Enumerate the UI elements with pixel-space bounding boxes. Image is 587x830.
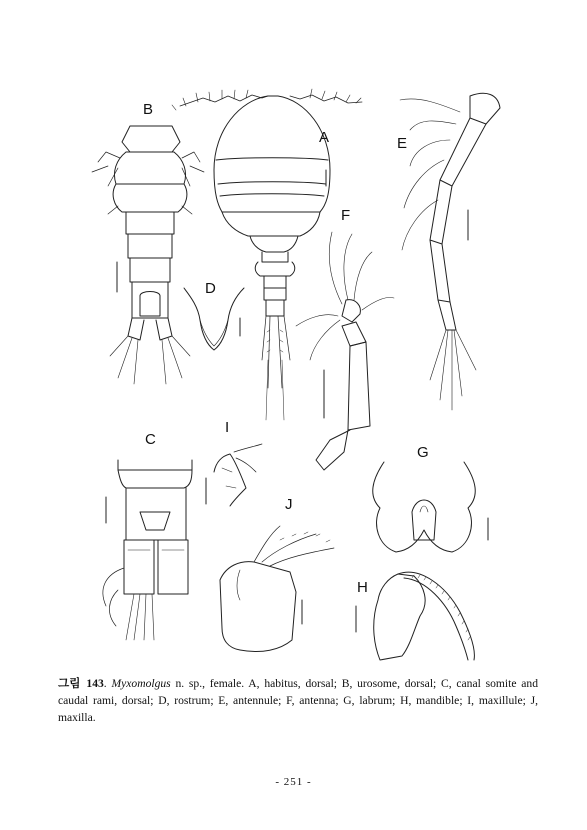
drawing-canal-somite [103,460,192,640]
panel-label-a: A [319,129,330,146]
genus-name: Myxomolgus [111,677,171,690]
panel-label-i: I [225,419,230,436]
figure-number: 143 [86,677,104,690]
drawing-maxillule [214,444,262,506]
drawing-maxilla [220,526,334,652]
panel-label-j: J [285,496,293,513]
caption-lead: 그림 [58,676,81,690]
figure-caption: 그림 143. Myxomolgus n. sp., female. A, habitus, dorsal; B, urosome, dorsal; C, canal somite and caudal rami, dorsal; D, rostrum; E, antennule; F, antenna; G, labrum; H, mandible; I, maxillule; J, maxilla. [58,676,539,724]
drawing-antennule [400,93,500,410]
drawing-mandible [374,572,475,660]
drawing-antenna [296,232,394,470]
panel-label-e: E [397,135,408,152]
panel-label-f: F [341,207,351,224]
panel-label-d: D [205,280,216,297]
panel-label-h: H [357,579,368,596]
panel-label-c: C [145,431,156,448]
page-number: - 251 - [275,776,312,788]
drawing-rostrum [184,288,244,350]
panel-label-b: B [143,101,154,118]
panel-label-g: G [417,444,429,461]
caption-text: n. sp., female. A, habitus, dorsal; B, urosome, dorsal; C, canal somite and caudal rami, dorsal; D, rostrum; E, antennule; F, antenna; G, labrum; H, mandible; I, maxillule; J, maxilla. [58,677,539,724]
drawing-habitus [172,89,362,420]
drawing-labrum [373,462,475,552]
drawing-urosome [92,126,204,384]
